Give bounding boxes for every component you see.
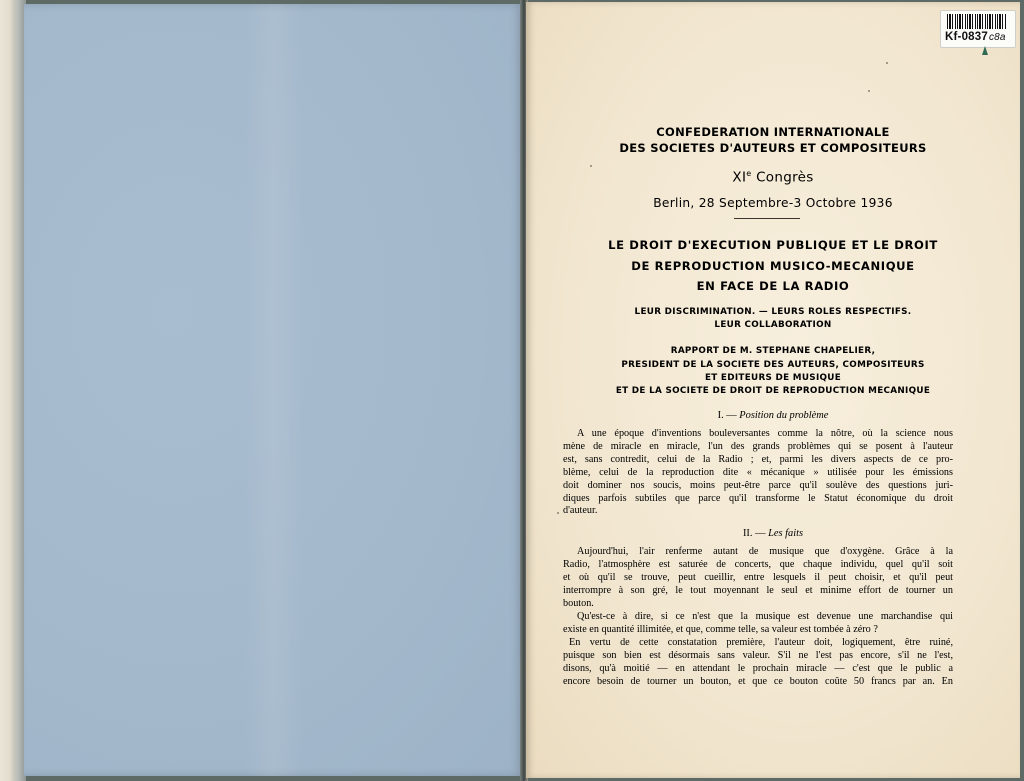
title-line-1: LE DROIT D'EXECUTION PUBLIQUE ET LE DROIT	[608, 238, 938, 252]
paper-speck	[590, 165, 592, 167]
organization-line-1: CONFEDERATION INTERNATIONALE	[656, 125, 890, 139]
title-line-2: DE REPRODUCTION MUSICO-MECANIQUE	[631, 259, 915, 273]
section-1-line: mène de miracle en miracle, l'un des grands problèmes qui se posent à l'auteur	[563, 440, 953, 452]
section-2-line: et où qu'il se trouve, peut cueillir, entre lesquels il peut choisir, et qu'il peut	[563, 571, 953, 583]
section-1-number: I. —	[717, 410, 740, 421]
section-1-line: A une époque d'inventions bouleversantes comme la nôtre, où la science nous	[577, 428, 953, 439]
congress-roman: XI	[732, 169, 747, 186]
section-1-paragraph	[563, 428, 953, 518]
section-2-paragraph-a	[563, 546, 953, 611]
paper-speck	[868, 90, 870, 92]
section-1-heading	[526, 410, 1020, 421]
report-line-3: ET EDITEURS DE MUSIQUE	[704, 373, 842, 383]
blue-cover-page	[24, 4, 524, 776]
section-2-line: Aujourd'hui, l'air renferme autant de musique que d'oxygène. Grâce à la	[577, 546, 953, 557]
congress-heading	[526, 169, 1020, 186]
section-1-line: doit dominer nos soucis, moins peut-être parce qu'il soulève des questions juri-	[563, 479, 953, 491]
section-2-line: bouton.	[563, 597, 594, 609]
page-marker-icon	[982, 46, 988, 55]
paper-speck	[886, 62, 888, 64]
section-2-line: Qu'est-ce à dire, si ce n'est que la musique est devenue une marchandise qui	[577, 611, 953, 622]
paper-speck	[557, 512, 559, 514]
barcode-icon	[947, 14, 1007, 29]
section-1-line: blème, celui de la reproduction dite « mécanique » utilisée pour les émissions	[563, 466, 953, 478]
section-2-line: existe en quantité illimitée, et que, comme telle, sa valeur est tombée à zéro ?	[563, 623, 878, 635]
archive-code: Kf-0837	[945, 31, 988, 43]
book-binding-edge	[0, 0, 26, 781]
subtitle-line-1: LEUR DISCRIMINATION. — LEURS ROLES RESPECTIFS.	[634, 307, 912, 317]
subtitle-line-2: LEUR COLLABORATION	[714, 320, 832, 330]
title-line-3: EN FACE DE LA RADIO	[696, 279, 850, 293]
section-2-number: II. —	[742, 528, 769, 539]
report-line-2: PRESIDENT DE LA SOCIETE DES AUTEURS, COMPOSITEURS	[621, 360, 925, 370]
section-2-paragraph-c	[563, 637, 953, 689]
section-1-line: est, sans contredit, celui de la Radio ; et, parmi les divers aspects de ce pro-	[563, 453, 953, 465]
section-2-line: interrompre à son gré, le tout moyennant le seul et minime effort de tourner un	[563, 584, 953, 596]
date-place: Berlin, 28 Septembre-3 Octobre 1936	[653, 196, 893, 210]
section-1-line: d'auteur.	[563, 505, 598, 517]
congress-sup: e	[746, 169, 752, 178]
section-2-paragraph-b	[563, 611, 953, 637]
section-2-line: Radio, l'atmosphère est saturée de concerts, que chaque individu, quel qu'il soit	[563, 558, 953, 570]
section-2-line: En vertu de cette constatation première, l'auteur doit, logiquement, être ruiné,	[569, 637, 953, 648]
archive-mark: c8a	[988, 32, 1006, 43]
section-2-line: encore besoin de tourner un bouton, et que ce bouton coûte 50 francs par an. En	[563, 675, 953, 687]
section-2-title: Les faits	[768, 528, 804, 539]
congress-word: Congrès	[751, 169, 814, 186]
section-1-title: Position du problème	[739, 410, 829, 421]
section-2-line: disons, qu'à moitié — en attendant le prochain miracle — c'est que le public a	[563, 662, 953, 674]
report-line-4: ET DE LA SOCIETE DE DROIT DE REPRODUCTION MECANIQUE	[615, 386, 931, 396]
section-2-line: puisque son bien est désormais sans valeur. S'il ne l'est pas encore, s'il ne l'est,	[563, 649, 953, 661]
divider-rule	[734, 218, 800, 219]
archive-label-text	[945, 31, 1006, 43]
section-1-line: diques parfois subtiles que parce qu'il transforme le Statut économique du droit	[563, 492, 953, 504]
archive-label	[940, 10, 1016, 48]
organization-line-2: DES SOCIETES D'AUTEURS ET COMPOSITEURS	[619, 141, 927, 155]
report-line-1: RAPPORT DE M. STEPHANE CHAPELIER,	[670, 346, 876, 356]
section-2-heading	[526, 528, 1020, 539]
